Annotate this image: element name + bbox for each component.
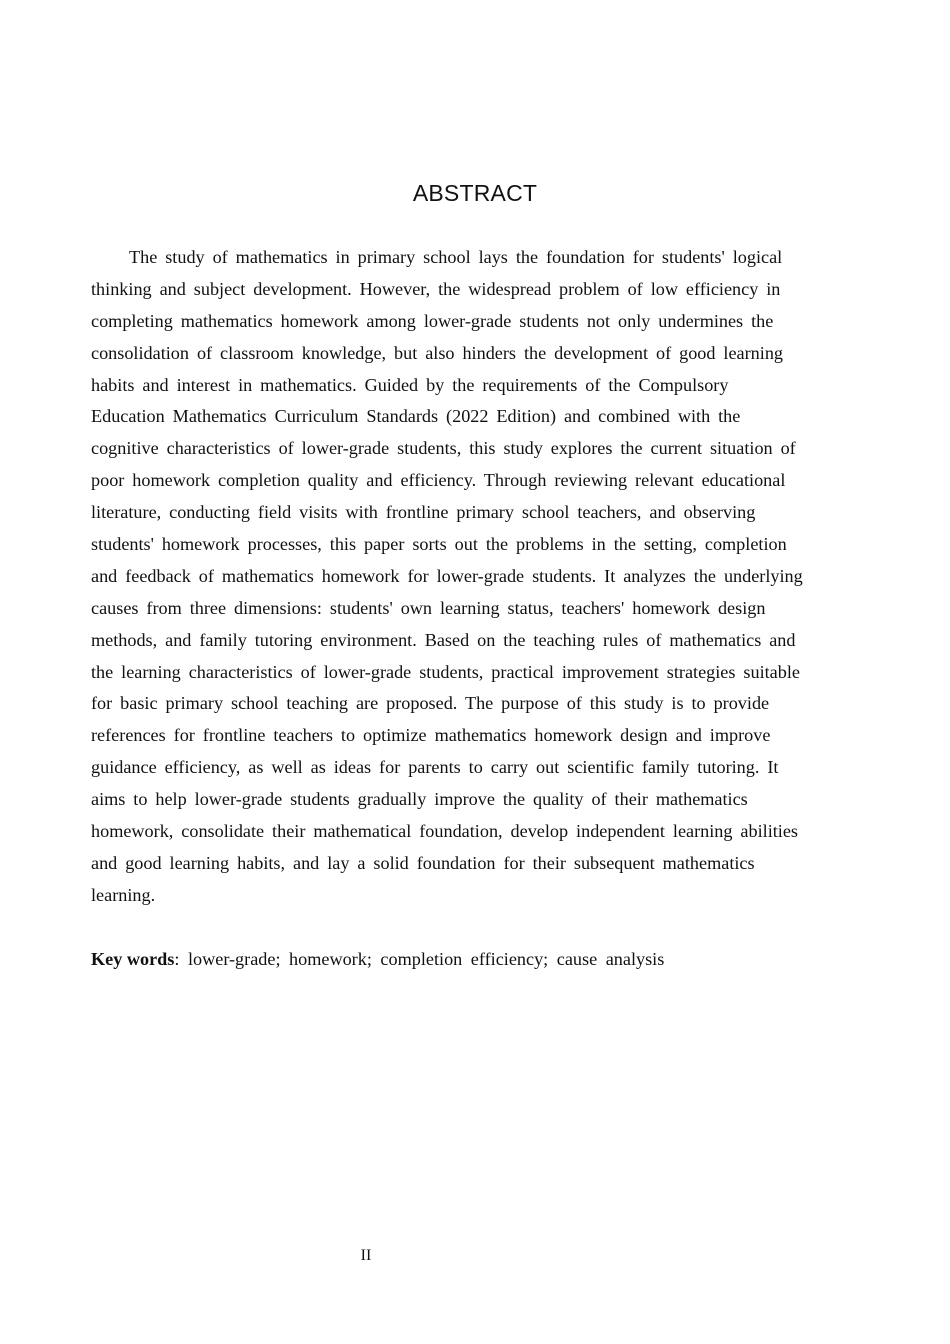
abstract-line: aims to help lower-grade students gradually improve the quality of their mathematics [91, 789, 748, 810]
abstract-line: habits and interest in mathematics. Guided by the requirements of the Compulsory [91, 374, 729, 395]
abstract-line: homework, consolidate their mathematical foundation, develop independent learning abilities [91, 821, 799, 842]
abstract-line: Education Mathematics Curriculum Standards (2022 Edition) and combined with the [91, 406, 741, 427]
keywords-text: : lower-grade; homework; completion efficiency; cause analysis [174, 949, 665, 969]
abstract-line: literature, conducting field visits with frontline primary school teachers, and observing [91, 502, 756, 523]
abstract-body [91, 242, 856, 912]
abstract-line: the learning characteristics of lower-grade students, practical improvement strategies suitable [91, 661, 800, 682]
abstract-line: thinking and subject development. However, the widespread problem of low efficiency in [91, 278, 781, 299]
abstract-line: methods, and family tutoring environment. Based on the teaching rules of mathematics and [91, 629, 796, 650]
page-number: II [360, 1247, 372, 1264]
abstract-line: The study of mathematics in primary school lays the foundation for students' logical [129, 247, 783, 267]
abstract-line: for basic primary school teaching are proposed. The purpose of this study is to provide [91, 693, 770, 714]
abstract-line: guidance efficiency, as well as ideas for parents to carry out scientific family tutoring. It [91, 757, 779, 778]
abstract-line: cognitive characteristics of lower-grade students, this study explores the current situation of [91, 438, 796, 459]
keywords-line [91, 944, 856, 976]
abstract-title: ABSTRACT [412, 180, 538, 206]
abstract-line: poor homework completion quality and efficiency. Through reviewing relevant educational [91, 470, 786, 491]
abstract-line: students' homework processes, this paper sorts out the problems in the setting, completion [91, 534, 787, 555]
abstract-line: and good learning habits, and lay a solid foundation for their subsequent mathematics [91, 852, 755, 873]
abstract-line: references for frontline teachers to optimize mathematics homework design and improve [91, 725, 771, 746]
abstract-line: learning. [91, 884, 156, 905]
keywords-label: Key words [91, 949, 175, 969]
abstract-line: causes from three dimensions: students' own learning status, teachers' homework design [91, 597, 766, 618]
abstract-line: and feedback of mathematics homework for lower-grade students. It analyzes the underlying [91, 565, 803, 586]
abstract-line: consolidation of classroom knowledge, but also hinders the development of good learning [91, 342, 784, 363]
abstract-line: completing mathematics homework among lower-grade students not only undermines the [91, 310, 774, 331]
